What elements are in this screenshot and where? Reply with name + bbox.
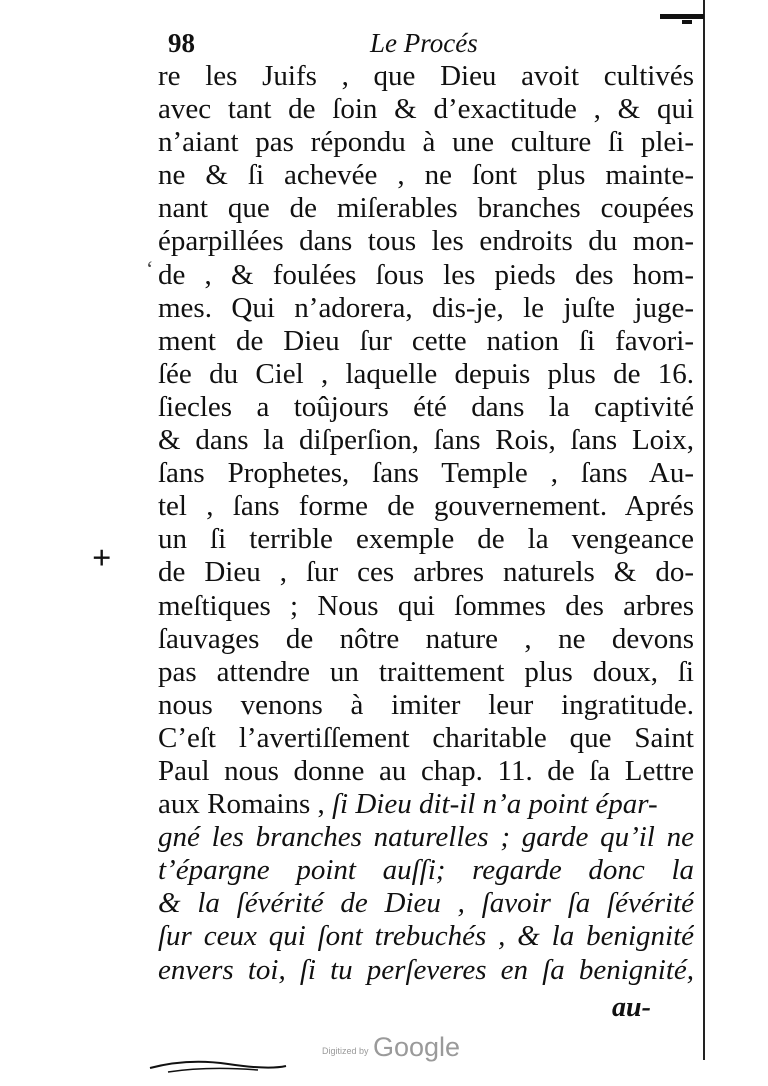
text-line: & dans la diſperſion, ſans Rois, ſans Loix, <box>158 424 694 457</box>
text-line: nous venons à imiter leur ingratitude. <box>158 688 694 721</box>
digitized-watermark <box>322 1032 460 1063</box>
page-edge-line <box>703 0 705 1060</box>
page-header <box>162 26 702 60</box>
text-line: ſiecles a toûjours été dans la captivité <box>158 390 694 423</box>
corner-ink-mark <box>660 14 704 19</box>
margin-plus-mark: + <box>92 540 112 577</box>
text-line: ſauvages de nôtre nature , ne devons <box>158 622 694 655</box>
text-line-mixed <box>158 788 694 821</box>
text-line: nant que de miſerables branches coupées <box>158 192 694 225</box>
text-line: éparpillées dans tous les endroits du mon- <box>158 225 694 258</box>
watermark-prefix: Digitized by <box>322 1046 369 1056</box>
text-line: de Dieu , ſur ces arbres naturels & do- <box>158 556 694 589</box>
italic-text-line: gné les branches naturelles ; garde qu’il ne <box>158 821 694 854</box>
text-line: tel , ſans forme de gouvernement. Aprés <box>158 490 694 523</box>
text-line: pas attendre un traittement plus doux, ſi <box>158 655 694 688</box>
text-line: mes. Qui n’adorera, dis-je, le juſte juge- <box>158 291 694 324</box>
text-line: re les Juifs , que Dieu avoit cultivés <box>158 60 694 92</box>
text-line: C’eſt l’avertiſſement charitable que Saint <box>158 721 694 754</box>
text-line: meſtiques ; Nous qui ſommes des arbres <box>158 589 694 622</box>
running-head: Le Procés <box>370 28 478 58</box>
page-number: 98 <box>168 28 195 58</box>
italic-text-line: envers toi, ſi tu perſeveres en ſa benignité, <box>158 953 694 986</box>
text-line: ne & ſi achevée , ne ſont plus mainte- <box>158 159 694 192</box>
catchword: au- <box>612 992 651 1023</box>
italic-text-line: ſur ceux qui ſont trebuchés , & la benignité <box>158 920 694 953</box>
corner-ink-mark-small <box>682 20 692 24</box>
italic-text-line: t’épargne point auſſi; regarde donc la <box>158 854 694 887</box>
text-roman-part: aux Romains , <box>158 788 332 821</box>
bottom-flourish-ornament <box>148 1056 288 1078</box>
margin-tick-mark: ‘ <box>146 256 154 281</box>
text-line: Paul nous donne au chap. 11. de ſa Lettre <box>158 754 694 787</box>
text-line: ſans Prophetes, ſans Temple , ſans Au- <box>158 457 694 490</box>
text-line: avec tant de ſoin & d’exactitude , & qui <box>158 93 694 126</box>
italic-text-line: & la ſévérité de Dieu , ſavoir ſa ſévérité <box>158 887 694 920</box>
body-text <box>158 60 694 987</box>
text-line: n’aiant pas répondu à une culture ſi plei- <box>158 126 694 159</box>
text-italic-part: ſi Dieu dit-il n’a point épar- <box>332 788 658 821</box>
google-logo: Google <box>372 1032 461 1062</box>
text-line: de , & foulées ſous les pieds des hom- <box>158 258 694 291</box>
text-line: ment de Dieu ſur cette nation ſi favori- <box>158 324 694 357</box>
text-line: ſée du Ciel , laquelle depuis plus de 16. <box>158 357 694 390</box>
text-line: un ſi terrible exemple de la vengeance <box>158 523 694 556</box>
